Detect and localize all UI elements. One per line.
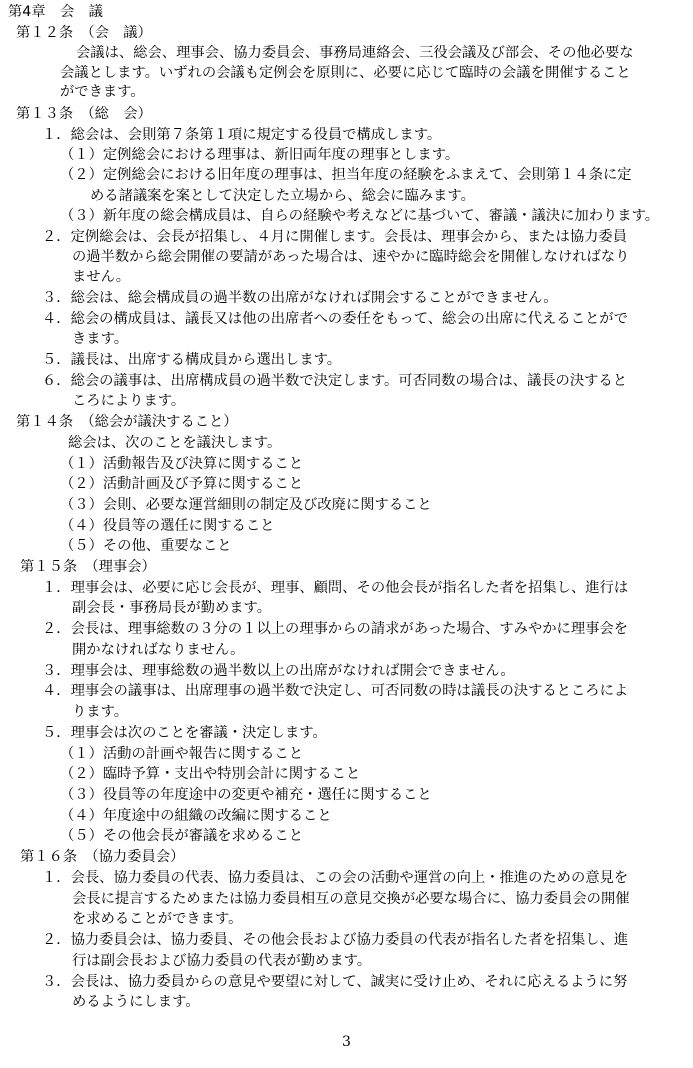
article-13-item: の過半数から総会開催の要請があった場合は、速やかに臨時総会を開催しなければなり [72,249,630,265]
article-16-item: 行は副会長および協力委員の代表が勤めます。 [72,953,372,969]
article-12-text: 会議は、総会、理事会、協力委員会、事務局連絡会、三役会議及び部会、その他必要な [76,45,634,61]
article-14-subitem: （１）活動報告及び決算に関すること [60,456,304,472]
article-13-item: １．総会は、会則第７条第１項に規定する役員で構成します。 [42,127,442,143]
article-16-item: １．会長、協力委員の代表、協力委員は、この会の活動や運営の向上・推進のための意見を [42,870,629,886]
article-13-item: ５．議長は、出席する構成員から選出します。 [42,352,342,368]
article-13-heading: 第１３条 （総 会） [16,106,152,122]
article-14-subitem: （４）役員等の選任に関すること [60,518,275,534]
article-13-subitem: （１）定例総会における理事は、新旧両年度の理事とします。 [60,147,460,163]
article-15-heading: 第１５条 （理事会） [20,559,156,575]
article-14-heading: 第１４条 （総会が議決すること） [16,414,238,430]
article-16-heading: 第１６条 （協力委員会） [20,849,185,865]
article-15-subitem: （３）役員等の年度途中の変更や補充・選任に関すること [60,787,432,803]
chapter-heading: 第4章 会 議 [8,4,103,20]
article-15-item: ５．理事会は次のことを審議・決定します。 [42,725,327,741]
article-14-subitem: （５）その他、重要なこと [60,538,232,554]
article-13-item: ６．総会の議事は、出席構成員の過半数で決定します。可否同数の場合は、議長の決すると [42,373,628,389]
article-14-subitem: （２）活動計画及び予算に関すること [60,476,304,492]
article-13-subitem: める諸議案を案として決定した立場から、総会に臨みます。 [90,188,475,204]
article-12-text: ができます。 [60,84,145,100]
article-15-subitem: （４）年度途中の組織の改編に関すること [60,808,332,824]
article-16-item: めるようにします。 [72,994,200,1010]
article-13-item: きます。 [72,331,129,347]
page-number: 3 [342,1034,351,1050]
article-13-item: ３．総会は、総会構成員の過半数の出席がなければ開会することができません。 [42,290,558,306]
article-13-subitem: （２）定例総会における旧年度の理事は、担当年度の経験をふまえて、会則第１４条に定 [60,167,632,183]
article-14-text: 総会は、次のことを議決します。 [68,435,282,451]
article-12-text: 会議とします。いずれの会議も定例会を原則に、必要に応じて臨時の会議を開催すること [60,65,631,81]
article-16-item: ３．会長は、協力委員からの意見や要望に対して、誠実に受け止め、それに応えるように努 [42,974,628,990]
article-16-item: ２．協力委員会は、協力委員、その他会長および協力委員の代表が指名した者を招集し、進 [42,932,629,948]
article-15-subitem: （５）その他会長が審議を求めること [60,828,304,844]
article-16-item: 会長に提言するためまたは協力委員相互の意見交換が必要な場合に、協力委員会の開催 [72,891,630,907]
article-15-item: ります。 [72,704,129,720]
article-15-item: ３．理事会は、理事総数の過半数以上の出席がなければ開会できません。 [42,663,515,679]
article-13-item: ２．定例総会は、会長が招集し、４月に開催します。会長は、理事会から、または協力委員 [42,229,628,245]
article-15-item: 開かなければなりません。 [72,642,245,658]
article-13-item: ません。 [72,269,131,285]
article-14-subitem: （３）会則、必要な運営細則の制定及び改廃に関すること [60,497,432,513]
article-15-subitem: （１）活動の計画や報告に関すること [60,746,304,762]
article-15-item: 副会長・事務局長が勤めます。 [72,600,272,616]
article-15-item: ２．会長は、理事総数の３分の１以上の理事からの請求があった場合、すみやかに理事会を [42,621,629,637]
article-16-item: を求めることができます。 [72,911,243,927]
article-15-subitem: （２）臨時予算・支出や特別会計に関すること [60,766,361,782]
article-13-item: ４．総会の構成員は、議長又は他の出席者への委任をもって、総会の出席に代えることがで [42,311,628,327]
article-15-item: ４．理事会の議事は、出席理事の過半数で決定し、可否同数の時は議長の決するところによ [42,683,629,699]
article-13-item: ころによります。 [72,393,186,409]
article-12-heading: 第１２条 （会 議） [16,25,152,41]
article-15-item: １．理事会は、必要に応じ会長が、理事、顧問、その他会長が指名した者を招集し、進行は [42,580,629,596]
article-13-subitem: （３）新年度の総会構成員は、自らの経験や考えなどに基づいて、審議・議決に加わります。 [60,208,660,224]
